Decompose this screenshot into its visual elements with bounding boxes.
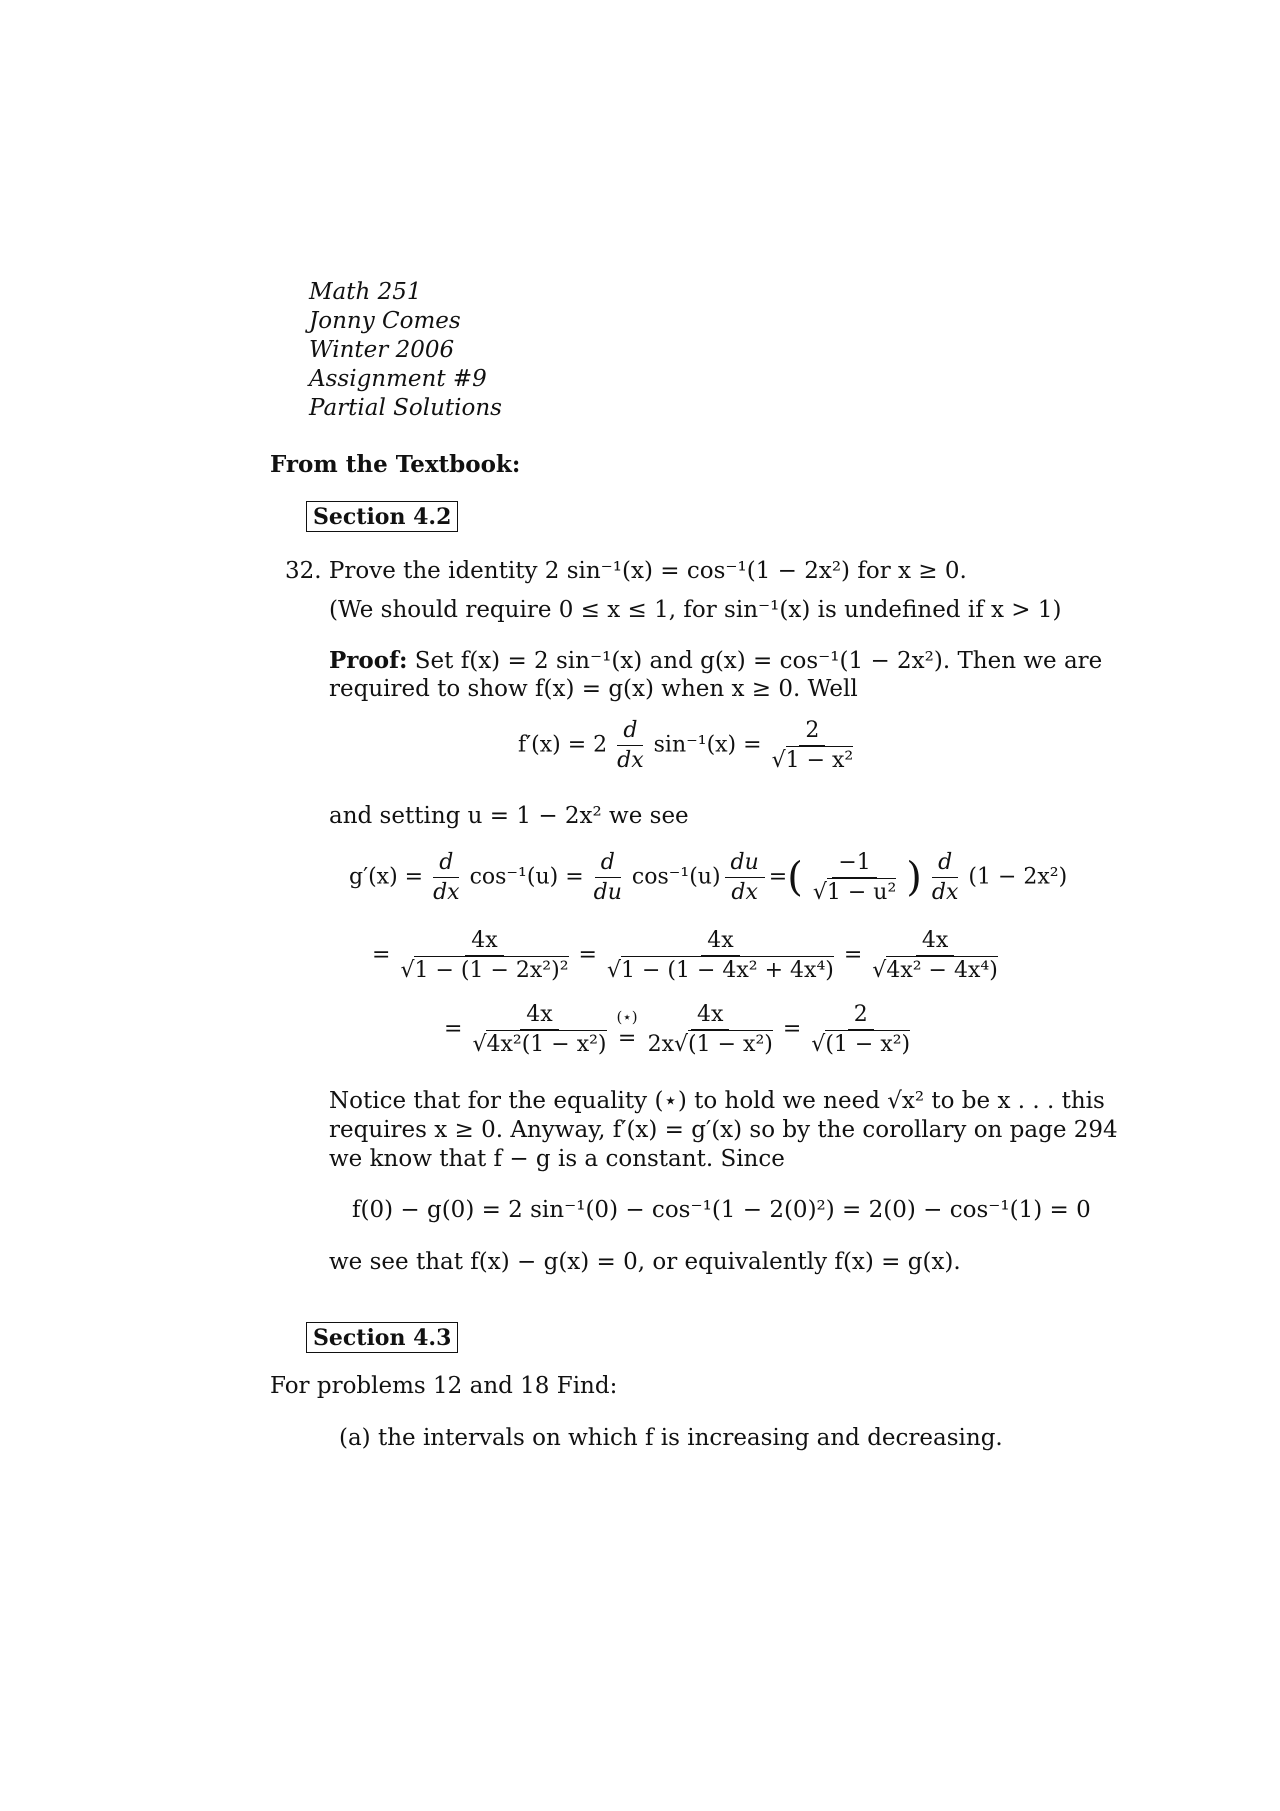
- setting-u-text: and setting u = 1 − 2x² we see: [329, 803, 689, 829]
- proof-line-1: [329, 646, 1102, 676]
- equation-line-4: = $\frac{4x}{\text{√4x²(1 − x²)}}$ (⋆) = $\frac{4x}{\text{2x√(1 − x²)}}$ = $\frac{2}{\text{√(1 − x²)}}$: [444, 1002, 911, 1057]
- section-4-3-heading: Section 4.3: [306, 1322, 458, 1353]
- problems-intro: For problems 12 and 18 Find:: [270, 1373, 618, 1399]
- proof-line-2: required to show f(x) = g(x) when x ≥ 0. Well: [329, 676, 858, 702]
- document-subtitle: Partial Solutions: [309, 395, 502, 421]
- notice-line-1: Notice that for the equality (⋆) to hold we need √x² to be x . . . this: [329, 1088, 1105, 1114]
- course-title: Math 251: [309, 279, 422, 305]
- equation-f-prime: f′(x) = 2 $\frac{d}{dx}$ sin⁻¹(x) = $\frac{2}{\text{√1 − x²}}$: [518, 718, 854, 773]
- assignment-number: Assignment #9: [309, 366, 487, 392]
- equation-line-3: = $\frac{4x}{\text{√1 − (1 − 2x²)²}}$ = $\frac{4x}{\text{√1 − (1 − 4x² + 4x⁴)}}$ = $\frac{4x}{\text{√4x² − 4x⁴)}}$: [372, 928, 998, 983]
- term: Winter 2006: [309, 337, 455, 363]
- author-name: Jonny Comes: [309, 308, 461, 334]
- problem-32-statement: 32. Prove the identity 2 sin⁻¹(x) = cos⁻¹(1 − 2x²) for x ≥ 0.: [285, 558, 967, 584]
- problem-32-remark: (We should require 0 ≤ x ≤ 1, for sin⁻¹(x) is undefined if x > 1): [329, 597, 1062, 623]
- equation-g-prime: g′(x) = $\frac{d}{dx}$ cos⁻¹(u) = $\frac{d}{du}$ cos⁻¹(u) $\frac{du}{dx}$ =( $\frac{-1}{\text{√1 − u²}}$ ) $\frac{d}{dx}$ (1 − 2x²): [349, 850, 1068, 905]
- list-item-a: (a) the intervals on which f is increasing and decreasing.: [339, 1425, 1003, 1451]
- proof-label: Proof:: [329, 647, 408, 674]
- section-4-2-heading: Section 4.2: [306, 501, 458, 532]
- notice-line-3: we know that f − g is a constant. Since: [329, 1146, 785, 1172]
- proof-text: Set f(x) = 2 sin⁻¹(x) and g(x) = cos⁻¹(1 − 2x²). Then we are: [407, 648, 1103, 674]
- star-marker: (⋆): [616, 1008, 638, 1026]
- conclusion-text: we see that f(x) − g(x) = 0, or equivalently f(x) = g(x).: [329, 1249, 961, 1275]
- equation-f0-minus-g0: f(0) − g(0) = 2 sin⁻¹(0) − cos⁻¹(1 − 2(0)²) = 2(0) − cos⁻¹(1) = 0: [352, 1197, 1091, 1223]
- notice-line-2: requires x ≥ 0. Anyway, f′(x) = g′(x) so by the corollary on page 294: [329, 1117, 1118, 1143]
- from-textbook-heading: From the Textbook:: [270, 451, 521, 478]
